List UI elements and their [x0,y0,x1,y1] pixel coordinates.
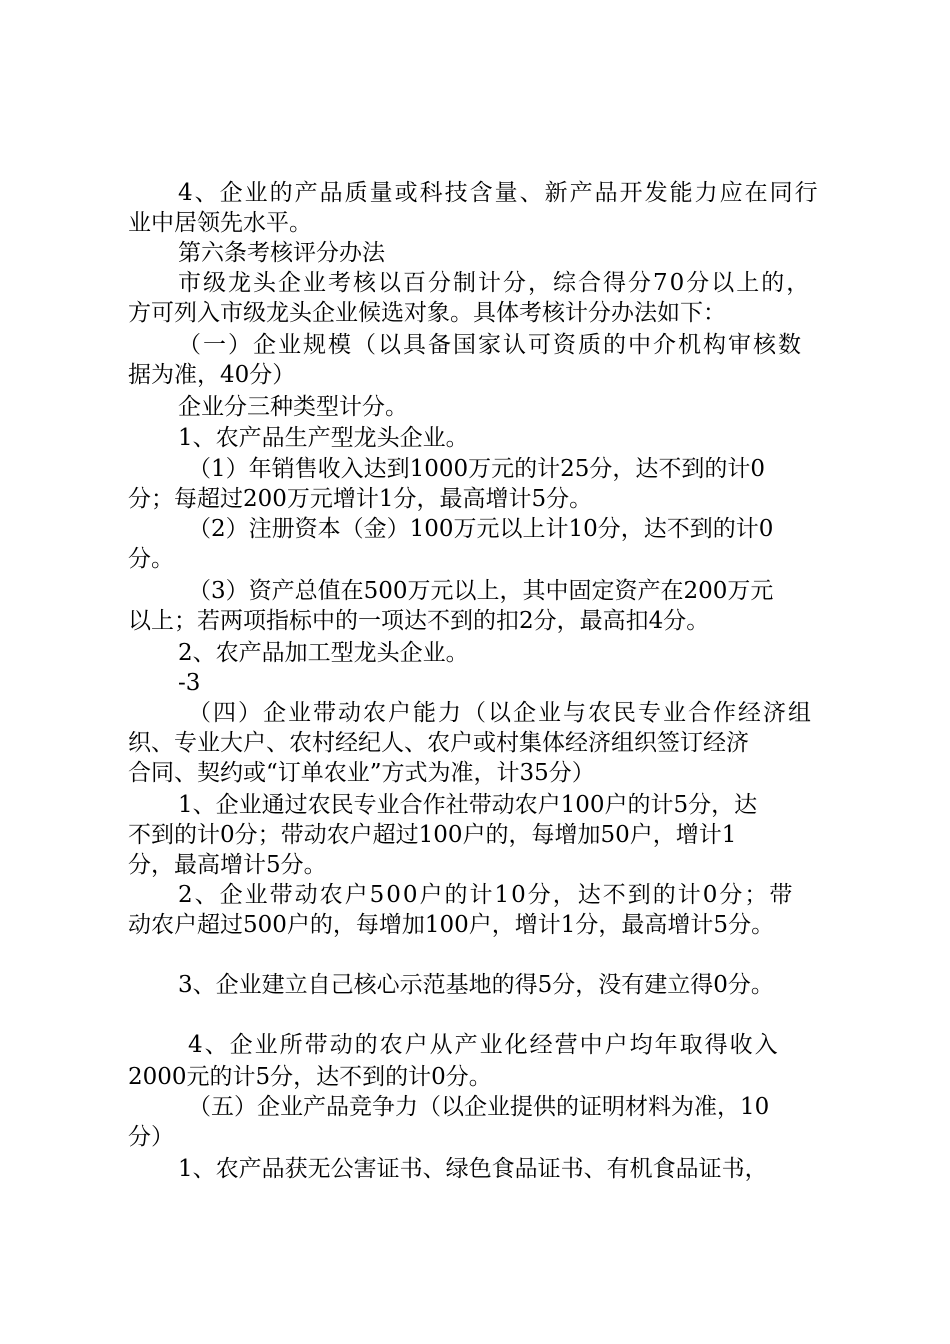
section-heading: 第六条考核评分办法 [178,240,385,266]
text-line-1: 4、企业的产品质量或科技含量、新产品开发能力应在同行 [178,180,820,206]
text-line-5: 方可列入市级龙头企业候选对象。具体考核计分办法如下： [128,300,726,326]
text-line-27: 4、企业所带动的农户从产业化经营中户均年取得收入 [188,1032,780,1058]
text-line-4: 市级龙头企业考核以百分制计分，综合得分70分以上的， [178,270,812,296]
text-line-18: （四）企业带动农户能力（以企业与农民专业合作经济组 [188,700,813,726]
text-line-10: （1）年销售收入达到1000万元的计25分，达不到的计0 [188,456,766,482]
text-line-20: 合同、契约或“订单农业”方式为准，计35分） [128,760,595,786]
text-line-9: 1、农产品生产型龙头企业。 [178,425,469,451]
text-line-25: 动农户超过500户的，每增加100户，增计1分，最高增计5分。 [128,912,775,938]
text-line-31: 1、农产品获无公害证书、绿色食品证书、有机食品证书， [178,1156,768,1182]
text-line-6: （一）企业规模（以具备国家认可资质的中介机构审核数 [178,332,803,358]
text-line-19: 织、专业大户、农村经纪人、农户或村集体经济组织签订经济 [128,730,749,756]
text-line-13: 分。 [128,546,174,572]
text-line-21: 1、企业通过农民专业合作社带动农户100户的计5分，达 [178,792,758,818]
text-line-14: （3）资产总值在500万元以上，其中固定资产在200万元 [188,578,774,604]
text-line-26: 3、企业建立自己核心示范基地的得5分，没有建立得0分。 [178,972,774,998]
text-line-29: （五）企业产品竞争力（以企业提供的证明材料为准，10 [188,1094,770,1120]
text-line-30: 分） [128,1124,174,1150]
page-number: -3 [178,670,201,696]
text-line-28: 2000元的计5分，达不到的计0分。 [128,1064,492,1090]
text-line-8: 企业分三种类型计分。 [178,394,408,420]
text-line-11: 分；每超过200万元增计1分，最高增计5分。 [128,486,593,512]
text-line-7: 据为准，40分） [128,362,296,388]
text-line-16: 2、农产品加工型龙头企业。 [178,640,469,666]
text-line-15: 以上；若两项指标中的一项达不到的扣2分，最高扣4分。 [128,608,710,634]
text-line-12: （2）注册资本（金）100万元以上计10分，达不到的计0 [188,516,774,542]
text-line-22: 不到的计0分；带动农户超过100户的，每增加50户，增计1 [128,822,737,848]
text-line-23: 分，最高增计5分。 [128,852,327,878]
text-line-24: 2、企业带动农户500户的计10分，达不到的计0分；带 [178,882,795,908]
text-line-2: 业中居领先水平。 [128,210,312,236]
